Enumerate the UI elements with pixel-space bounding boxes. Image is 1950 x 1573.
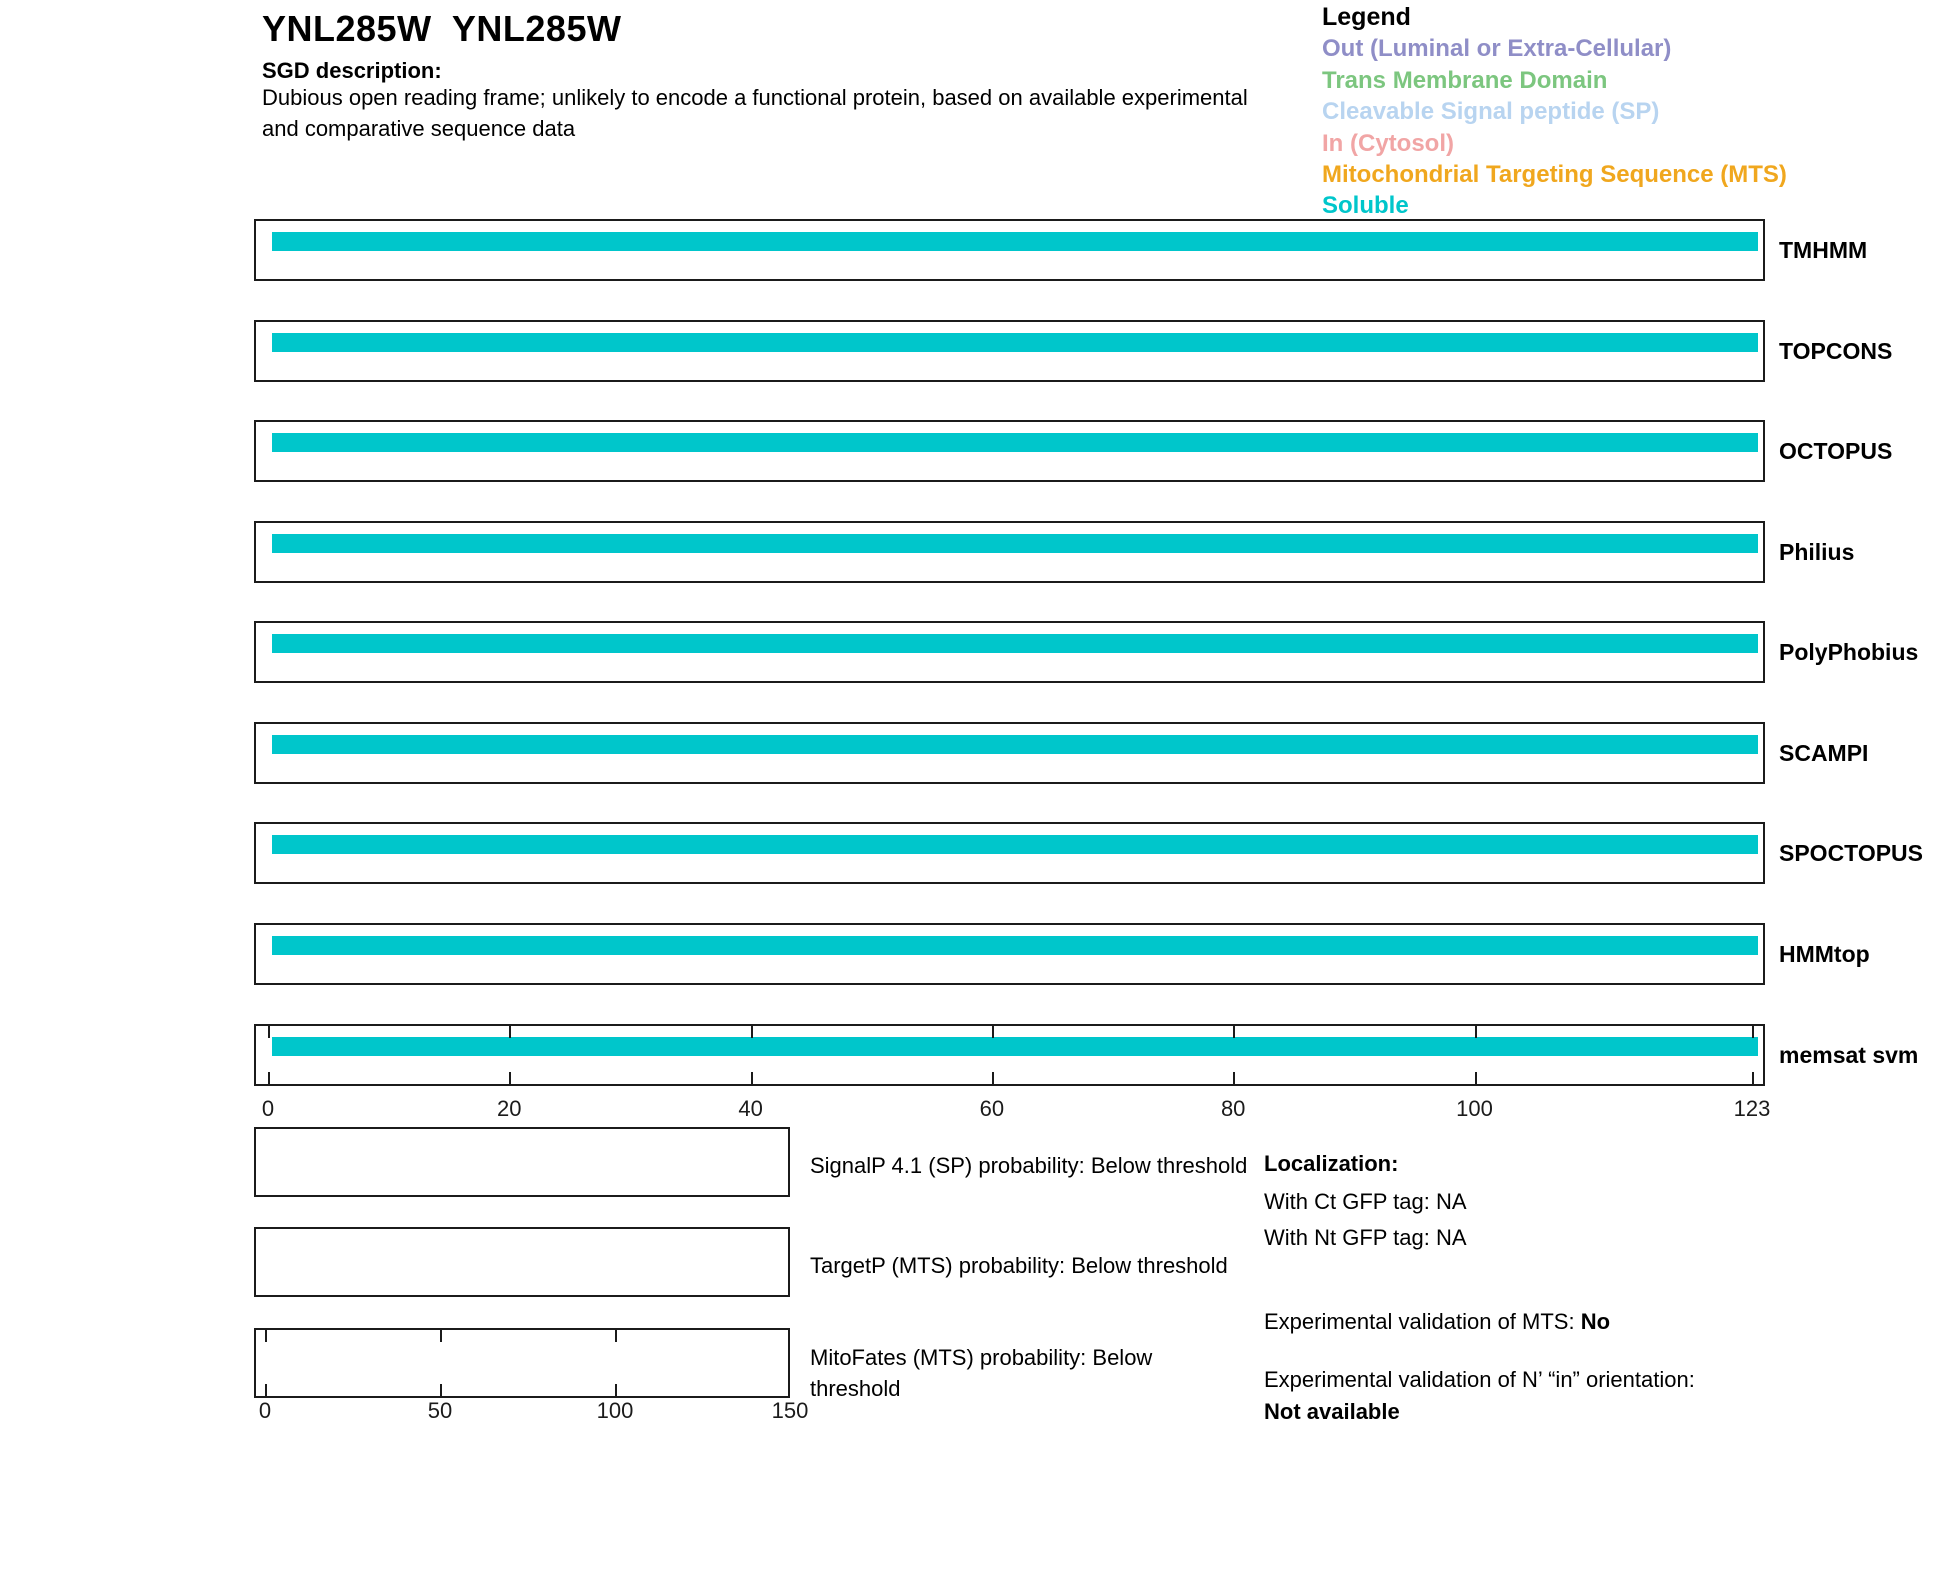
residue-axis-tick-label: 20 — [497, 1096, 522, 1121]
axis-tick-top — [751, 1026, 753, 1038]
orientation-validation-value: Not available — [1264, 1399, 1400, 1424]
localization-title: Localization: — [1264, 1151, 1399, 1176]
track-label-hmmtop: HMMtop — [1779, 941, 1870, 967]
probability-axis-tick-label: 0 — [258, 1398, 272, 1423]
mts-validation-label: Experimental validation of MTS: — [1264, 1309, 1581, 1334]
track-label-tmhmm: TMHMM — [1779, 237, 1868, 263]
track-bar-soluble — [272, 735, 1758, 754]
axis-tick-top — [1752, 1026, 1754, 1038]
track-box-octopus — [254, 420, 1765, 482]
axis-tick-top — [1475, 1026, 1477, 1038]
probability-plot-box-mitofates — [254, 1328, 790, 1398]
track-box-memsat-svm — [254, 1024, 1765, 1086]
axis-tick-bottom — [992, 1072, 994, 1084]
track-bar-soluble — [272, 634, 1758, 653]
track-bar-soluble — [272, 333, 1758, 352]
localization-ct-gfp: With Ct GFP tag: NA — [1264, 1189, 1467, 1214]
axis-tick-top — [1233, 1026, 1235, 1038]
track-box-hmmtop — [254, 923, 1765, 985]
track-box-spoctopus — [254, 822, 1765, 884]
track-bar-soluble — [272, 433, 1758, 452]
track-label-octopus: OCTOPUS — [1779, 438, 1893, 464]
legend — [1322, 2, 1787, 222]
track-box-philius — [254, 521, 1765, 583]
track-box-polyphobius — [254, 621, 1765, 683]
legend-title: Legend — [1322, 3, 1411, 31]
track-label-scampi: SCAMPI — [1779, 740, 1869, 766]
axis-tick-bottom — [268, 1072, 270, 1084]
track-bar-soluble — [272, 534, 1758, 553]
probability-axis-tick-label: 150 — [771, 1398, 809, 1423]
probability-axis-tick-bottom — [440, 1384, 442, 1396]
axis-tick-bottom — [1752, 1072, 1754, 1084]
track-bar-soluble — [272, 835, 1758, 854]
probability-axis-tick-top — [440, 1330, 442, 1342]
probability-plot-box-signalp — [254, 1127, 790, 1197]
axis-tick-bottom — [1475, 1072, 1477, 1084]
sgd-description-label: SGD description: — [262, 58, 442, 83]
probability-axis-tick-label: 50 — [427, 1398, 453, 1423]
track-label-spoctopus: SPOCTOPUS — [1779, 840, 1923, 866]
probability-plot-label-signalp: SignalP 4.1 (SP) probability: Below threshold — [810, 1153, 1248, 1178]
residue-axis-tick-label: 60 — [979, 1096, 1005, 1121]
axis-tick-top — [509, 1026, 511, 1038]
mts-validation — [1264, 1306, 1784, 1338]
axis-tick-bottom — [751, 1072, 753, 1084]
localization-nt-gfp: With Nt GFP tag: NA — [1264, 1225, 1467, 1250]
probability-axis-tick-label: 100 — [596, 1398, 634, 1423]
probability-plot-label-targetp: TargetP (MTS) probability: Below threshold — [810, 1253, 1228, 1278]
legend-item-4: In (Cytosol) — [1322, 129, 1454, 157]
residue-axis-tick-label: 123 — [1733, 1096, 1771, 1121]
orientation-validation-label: Experimental validation of N’ “in” orientation: — [1264, 1367, 1695, 1392]
probability-plot-label-mitofates: MitoFates (MTS) probability: Below threshold — [810, 1345, 1153, 1401]
mts-validation-value: No — [1580, 1309, 1611, 1334]
legend-item-2: Trans Membrane Domain — [1322, 66, 1608, 94]
legend-item-1: Out (Luminal or Extra-Cellular) — [1322, 35, 1672, 63]
probability-axis-tick-bottom — [615, 1384, 617, 1396]
residue-axis-tick-label: 100 — [1456, 1096, 1493, 1121]
track-bar-soluble — [272, 1037, 1758, 1056]
legend-item-6: Soluble — [1322, 192, 1409, 220]
orientation-validation — [1264, 1364, 1714, 1428]
track-bar-soluble — [272, 232, 1758, 251]
residue-axis-tick-label: 0 — [261, 1096, 275, 1121]
track-bar-soluble — [272, 936, 1758, 955]
axis-tick-top — [268, 1026, 270, 1038]
track-label-philius: Philius — [1779, 539, 1855, 565]
page-title: YNL285W YNL285W — [262, 8, 622, 49]
axis-tick-bottom — [1233, 1072, 1235, 1084]
axis-tick-top — [992, 1026, 994, 1038]
probability-plot-box-targetp — [254, 1227, 790, 1297]
track-box-topcons — [254, 320, 1765, 382]
residue-axis-tick-label: 80 — [1220, 1096, 1246, 1121]
axis-tick-bottom — [509, 1072, 511, 1084]
track-label-polyphobius: PolyPhobius — [1779, 639, 1919, 665]
track-label-memsat-svm: memsat svm — [1779, 1042, 1919, 1068]
legend-item-5: Mitochondrial Targeting Sequence (MTS) — [1322, 161, 1787, 189]
probability-axis-tick-top — [265, 1330, 267, 1342]
track-label-topcons: TOPCONS — [1779, 338, 1893, 364]
track-box-tmhmm — [254, 219, 1765, 281]
residue-axis-tick-label: 40 — [738, 1096, 763, 1121]
sgd-description-text: Dubious open reading frame; unlikely to encode a functional protein, based on available experimental and comparative sequence data — [262, 85, 1248, 141]
track-box-scampi — [254, 722, 1765, 784]
legend-item-3: Cleavable Signal peptide (SP) — [1322, 98, 1660, 126]
probability-axis-tick-bottom — [265, 1384, 267, 1396]
probability-axis-tick-top — [615, 1330, 617, 1342]
